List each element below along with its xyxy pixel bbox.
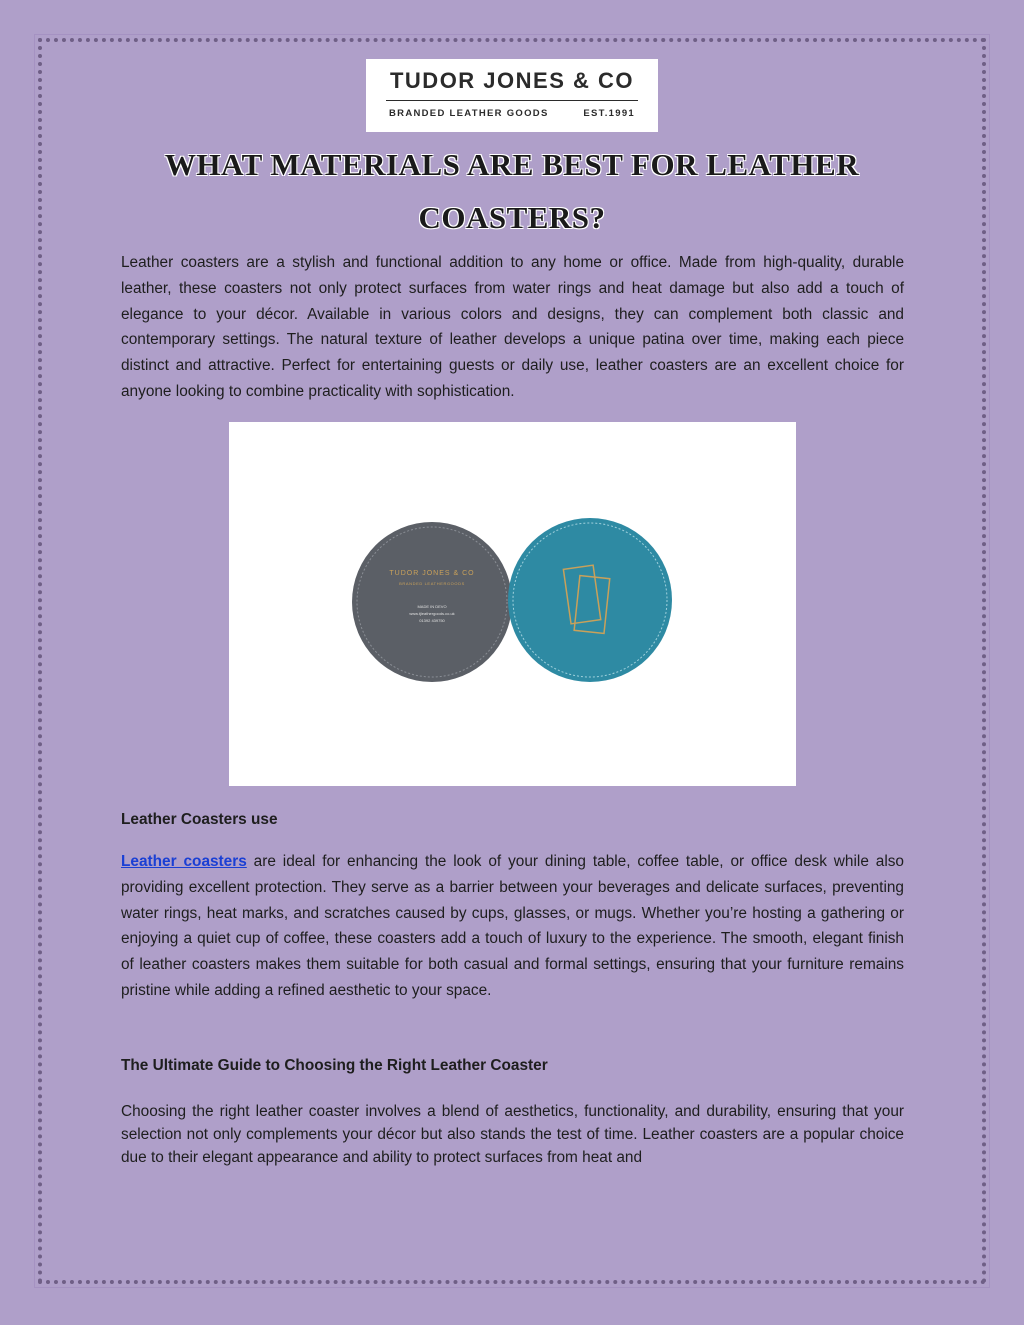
leather-coasters-link[interactable]: Leather coasters	[121, 853, 247, 870]
grey-coaster-line-3: 01392 439750	[419, 618, 445, 623]
section-heading-ultimate-guide: The Ultimate Guide to Choosing the Right Leather Coaster	[121, 1057, 548, 1074]
brand-logo	[366, 59, 658, 132]
logo-established: EST.1991	[583, 108, 635, 119]
coasters-photo	[229, 422, 796, 786]
page-title-line-1: WHAT MATERIALS ARE BEST FOR LEATHER	[164, 147, 860, 182]
page-title	[120, 138, 904, 244]
coasters-illustration	[229, 422, 796, 786]
coasters-use-body: are ideal for enhancing the look of your dining table, coffee table, or office desk while also providing excellent protection. They serve as a barrier between your beverages and delicate surfaces, preventing water rings, heat marks, and scratches caused by cups, glasses, or mugs. Whether you’re hosting a gathering or enjoying a quiet cup of coffee, these coasters add a touch of luxury to the experience. The smooth, elegant finish of leather coasters makes them suitable for both casual and formal settings, ensuring that your furniture remains pristine while adding a refined aesthetic to your space.	[121, 853, 904, 999]
ultimate-guide-paragraph: Choosing the right leather coaster involves a blend of aesthetics, functionality, and durability, ensuring that your selection not only complements your décor but also stands the test of time. Leather coasters are a popular choice due to their elegant appearance and ability to protect surfaces from heat and	[121, 1103, 904, 1166]
logo-divider	[386, 100, 638, 101]
grey-coaster-brand: TUDOR JONES & CO	[389, 570, 475, 577]
grey-coaster	[352, 522, 512, 682]
grey-coaster-line-1: MADE IN DEVO	[417, 604, 447, 609]
coasters-use-paragraph	[121, 849, 904, 1004]
teal-coaster	[508, 518, 672, 682]
grey-coaster-line-2: www.tjleathergoods.co.uk	[409, 611, 455, 616]
logo-subline	[389, 108, 635, 119]
grey-coaster-tagline: BRANDED LEATHERGOODS	[399, 581, 465, 586]
logo-brand-name: TUDOR JONES & CO	[389, 68, 635, 93]
intro-paragraph: Leather coasters are a stylish and functional addition to any home or office. Made from high-quality, durable leather, these coasters not only protect surfaces from water rings and heat damage but also add a touch of elegance to your décor. Available in various colors and designs, they can complement both classic and contemporary settings. The natural texture of leather develops a unique patina over time, making each piece distinct and attractive. Perfect for entertaining guests or daily use, leather coasters are an excellent choice for anyone looking to combine practicality with sophistication.	[121, 254, 904, 400]
logo-tagline: BRANDED LEATHER GOODS	[389, 108, 549, 119]
page-title-line-2: COASTERS?	[418, 200, 606, 235]
section-heading-coasters-use: Leather Coasters use	[121, 811, 278, 828]
